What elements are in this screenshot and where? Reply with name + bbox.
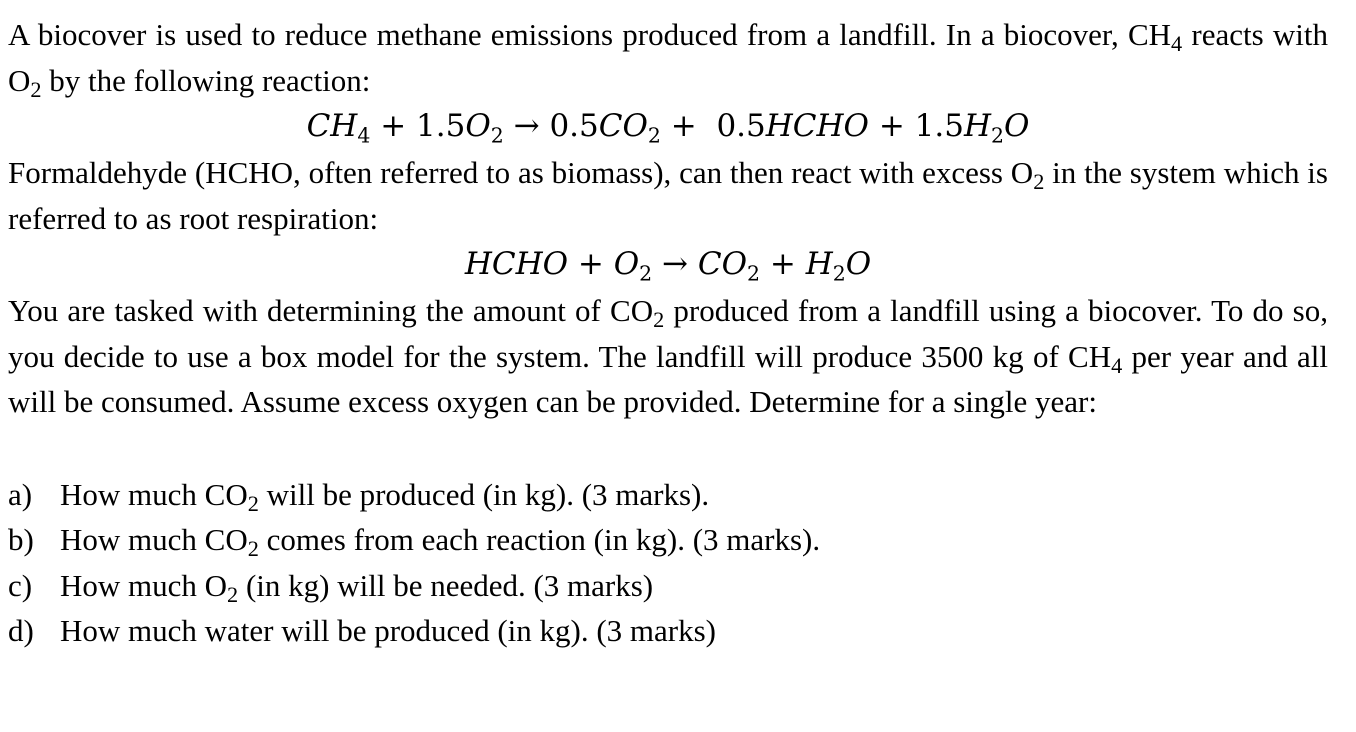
intro-paragraph: A biocover is used to reduce methane emissions produced from a landfill. In a biocover, $CH_4$ reacts with $O_2$ by the following reaction: [8, 17, 1328, 102]
question-item [8, 517, 1328, 563]
reaction-arrow: → [503, 108, 550, 144]
question-list [8, 472, 1328, 654]
question-item [8, 608, 1328, 654]
blank-line [8, 425, 1328, 472]
task-paragraph: You are tasked with determining the amount of $CO_2$ produced from a landfill using a biocover. To do so, you decide to use a box model for the system. The landfill will produce 3500 kg of $CH_4$ per year and all will be consumed. Assume excess oxygen can be provided. Determine for a single year: [8, 293, 1328, 419]
question-item [8, 563, 1328, 609]
question-item [8, 472, 1328, 518]
problem-document [8, 12, 1328, 654]
equation-root-respiration: HCHO + $O_2 \to CO_2 + H_2O$ [464, 246, 872, 286]
question-text: How much $CO_2$ comes from each reaction (in kg). (3 marks). [60, 522, 821, 562]
formaldehyde-paragraph: Formaldehyde (HCHO, often referred to as biomass), can then react with excess $O_2$ in the system which is referred to as root respiration: [8, 155, 1328, 236]
question-label: d) [8, 613, 34, 648]
question-text: How much $O_2$ (in kg) will be needed. (3 marks) [60, 567, 654, 607]
question-text: How much $CO_2$ will be produced (in kg). (3 marks). [60, 476, 710, 516]
question-label: b) [8, 522, 34, 557]
question-label: c) [8, 567, 33, 603]
question-text: How much water will be produced (in kg). (3 marks) [60, 613, 716, 648]
question-label: a) [8, 476, 33, 512]
equation-methane-oxidation: $CH_4 + 1.5O_2 \to 0.5CO_2$ + 0.5HCHO + $1.5H_2O$ [306, 108, 1030, 148]
reaction-arrow: → [652, 246, 698, 282]
